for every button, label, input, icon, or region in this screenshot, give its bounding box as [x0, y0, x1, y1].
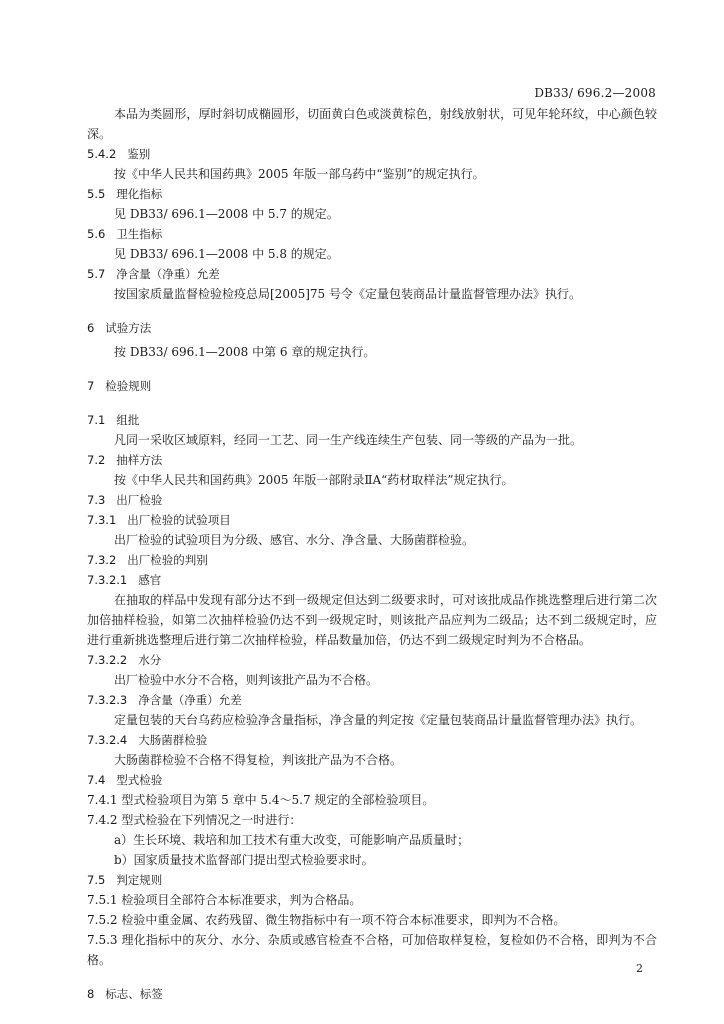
heading-7-4: 7.4 型式检验: [87, 773, 163, 787]
heading-7-3-2: 7.3.2 出厂检验的判别: [87, 553, 208, 567]
heading-7: 7 检验规则: [87, 379, 152, 393]
heading-6: 6 试验方法: [87, 321, 152, 335]
list-item-7-4-2-a: a）生长环境、栽培和加工技术有重大改变，可能影响产品质量时；: [114, 833, 470, 847]
heading-7-3-2-1: 7.3.2.1 感官: [87, 573, 162, 587]
heading-7-3-2-2: 7.3.2.2 水分: [87, 653, 162, 667]
text-7-4-1: 7.4.1 型式检验项目为第 5 章中 5.4～5.7 规定的全部检验项目。: [87, 793, 435, 807]
text-7-1: 凡同一采收区域原料，经同一工艺、同一生产线连续生产包装、同一等级的产品为一批。: [114, 433, 583, 447]
page-number: 2: [636, 962, 643, 975]
text-7-2: 按《中华人民共和国药典》2005 年版一部附录ⅡA“药材取样法”规定执行。: [114, 473, 514, 487]
list-item-7-4-2-b: b）国家质量技术监督部门提出型式检验要求时。: [114, 853, 374, 867]
heading-5-4-2: 5.4.2 鉴别: [87, 147, 151, 161]
document-code: DB33/ 696.2—2008: [534, 86, 656, 100]
text-7-3-2-3: 定量包装的天台乌药应检验净含量指标，净含量的判定按《定量包装商品计量监督管理办法》执行。: [114, 713, 643, 727]
heading-7-3-1: 7.3.1 出厂检验的试验项目: [87, 513, 231, 527]
text-7-5-2: 7.5.2 检验中重金属、农药残留、微生物指标中有一项不符合本标准要求，即判为不合格。: [87, 913, 566, 927]
heading-5-6: 5.6 卫生指标: [87, 227, 163, 241]
text-5-4-2: 按《中华人民共和国药典》2005 年版一部乌药中“鉴别”的规定执行。: [114, 167, 485, 181]
heading-5-5: 5.5 理化指标: [87, 187, 163, 201]
heading-7-3-2-3: 7.3.2.3 净含量（净重）允差: [87, 693, 242, 707]
document-body: [87, 104, 657, 1004]
heading-7-5: 7.5 判定规则: [87, 873, 163, 887]
text-5-7: 按国家质量监督检验检疫总局[2005]75 号令《定量包装商品计量监督管理办法》执行。: [114, 287, 581, 301]
text-6: 按 DB33/ 696.1—2008 中第 6 章的规定执行。: [114, 345, 376, 359]
intro-paragraph: 本品为类圆形，厚时斜切成椭圆形，切面黄白色或淡黄棕色，射线放射状，可见年轮环纹，中心颜色较深。: [87, 107, 657, 141]
heading-7-3-2-4: 7.3.2.4 大肠菌群检验: [87, 733, 208, 747]
text-7-5-3: 7.5.3 理化指标中的灰分、水分、杂质或感官检查不合格，可加倍取样复检，复检如仍不合格，即判为不合格。: [87, 933, 657, 967]
text-7-3-2-2: 出厂检验中水分不合格，则判该批产品为不合格。: [114, 673, 379, 687]
heading-7-2: 7.2 抽样方法: [87, 453, 163, 467]
text-7-3-2-1: 在抽取的样品中发现有部分达不到一级规定但达到二级要求时，可对该批成品作挑选整理后进行第二次加倍抽样检验，如第二次抽样检验仍达不到一级规定时，则该批产品应判为二级品；达不到二级规定时，应进行重新挑选整理后进行第二次抽样检验，样品数量加倍，仍达不到二级规定时判为不合格品。: [87, 593, 657, 647]
heading-7-1: 7.1 组批: [87, 413, 140, 427]
text-5-5: 见 DB33/ 696.1—2008 中 5.7 的规定。: [114, 207, 339, 221]
heading-5-7: 5.7 净含量（净重）允差: [87, 267, 220, 281]
text-7-4-2: 7.4.2 型式检验在下列情况之一时进行：: [87, 813, 302, 827]
text-5-6: 见 DB33/ 696.1—2008 中 5.8 的规定。: [114, 247, 339, 261]
text-7-3-1: 出厂检验的试验项目为分级、感官、水分、净含量、大肠菌群检验。: [114, 533, 475, 547]
text-7-3-2-4: 大肠菌群检验不合格不得复检，判该批产品为不合格。: [114, 753, 403, 767]
heading-7-3: 7.3 出厂检验: [87, 493, 163, 507]
text-7-5-1: 7.5.1 检验项目全部符合本标准要求，判为合格品。: [87, 893, 362, 907]
heading-8: 8 标志、标签: [87, 987, 163, 1001]
